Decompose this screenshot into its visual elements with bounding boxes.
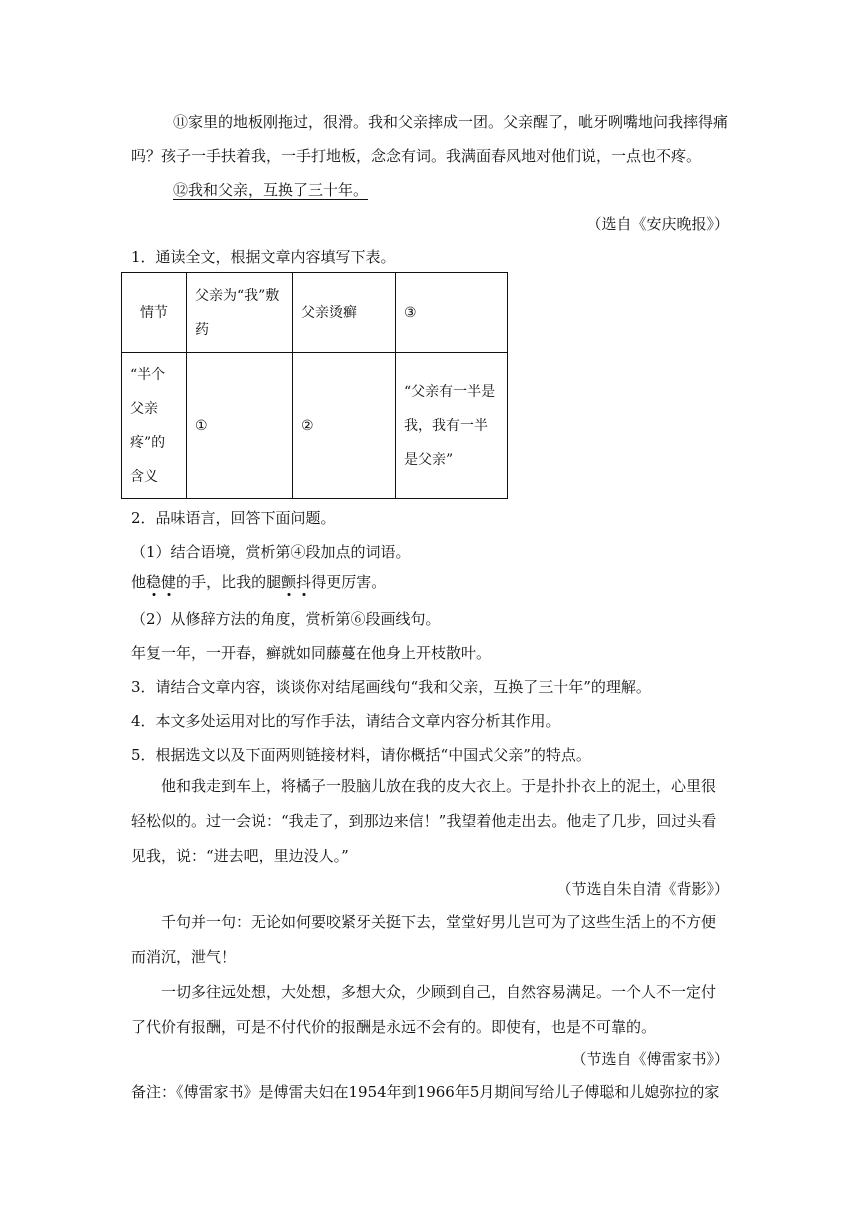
table-cell: ① bbox=[187, 353, 293, 499]
material-1-source: （节选自朱自清《背影》） bbox=[556, 880, 729, 898]
material-2-paragraph-1: 千句并一句：无论如何要咬紧牙关挺下去，堂堂好男儿岂可为了这些生活上的不方便而消沉，泄气！ bbox=[131, 913, 717, 966]
table-cell: “半个父亲疼”的含义 bbox=[122, 353, 187, 499]
emphasis-dot-char: 抖 bbox=[296, 573, 312, 591]
table-cell: ③ bbox=[396, 273, 508, 353]
question-2: 2．品味语言，回答下面问题。 bbox=[131, 509, 336, 527]
footnote: 备注：《傅雷家书》是傅雷夫妇在1954年到1966年5月期间写给儿子傅聪和儿媳弥拉的家 bbox=[131, 1083, 720, 1101]
material-2-source: （节选自《傅雷家书》） bbox=[571, 1050, 729, 1068]
paragraph-11-line1: ⑪家里的地板刚拖过，很滑。我和父亲摔成一团。父亲醒了，呲牙咧嘴地问我摔得痛 bbox=[173, 113, 729, 131]
question-2-2: （2）从修辞方法的角度，赏析第⑥段画线句。 bbox=[131, 610, 441, 628]
question-1: 1．通读全文，根据文章内容填写下表。 bbox=[131, 248, 396, 266]
question-4: 4．本文多处运用对比的写作手法，请结合文章内容分析其作用。 bbox=[131, 712, 561, 730]
table-row bbox=[122, 353, 508, 499]
table-cell: 父亲为“我”敷药 bbox=[187, 273, 293, 353]
question-3: 3．请结合文章内容，谈谈你对结尾画线句“我和父亲，互换了三十年”的理解。 bbox=[131, 678, 651, 696]
paragraph-11-line2: 吗？孩子一手扶着我，一手打地板，念念有词。我满面春风地对他们说，一点也不疼。 bbox=[131, 147, 702, 165]
table-cell: ② bbox=[293, 353, 396, 499]
question-5: 5．根据选文以及下面两则链接材料，请你概括“中国式父亲”的特点。 bbox=[131, 746, 591, 764]
material-2-paragraph-2: 一切多往远处想，大处想，多想大众，少顾到自己，自然容易满足。一个人不一定付了代价有报酬，可是不付代价的报酬是永远不会有的。即使有，也是不可靠的。 bbox=[131, 983, 717, 1036]
table-cell: “父亲有一半是我，我有一半是父亲” bbox=[396, 353, 508, 499]
material-1-beiying: 他和我走到车上，将橘子一股脑儿放在我的皮大衣上。于是扑扑衣上的泥土，心里很轻松似的。过一会说：“我走了，到那边来信！”我望着他走出去。他走了几步，回过头看见我，说：“进去吧，里边没人。” bbox=[131, 777, 717, 865]
emphasis-dot-char: 稳 bbox=[146, 573, 162, 591]
emphasis-dot-char: 颤 bbox=[281, 573, 297, 591]
question-2-1-sentence: 他稳健的手，比我的腿颤抖得更厉害。 bbox=[131, 573, 387, 591]
table-cell: 父亲烫癣 bbox=[293, 273, 396, 353]
table-header-row bbox=[122, 273, 508, 353]
answer-table bbox=[121, 272, 508, 499]
table-cell: 情节 bbox=[122, 273, 187, 353]
question-2-1: （1）结合语境，赏析第④段加点的词语。 bbox=[131, 543, 411, 561]
emphasis-dot-char: 健 bbox=[161, 573, 177, 591]
paragraph-12-underlined: ⑫我和父亲，互换了三十年。 bbox=[173, 181, 369, 199]
question-2-2-sentence: 年复一年，一开春，癣就如同藤蔓在他身上开枝散叶。 bbox=[131, 644, 492, 662]
article-source: （选自《安庆晚报》） bbox=[586, 215, 729, 233]
